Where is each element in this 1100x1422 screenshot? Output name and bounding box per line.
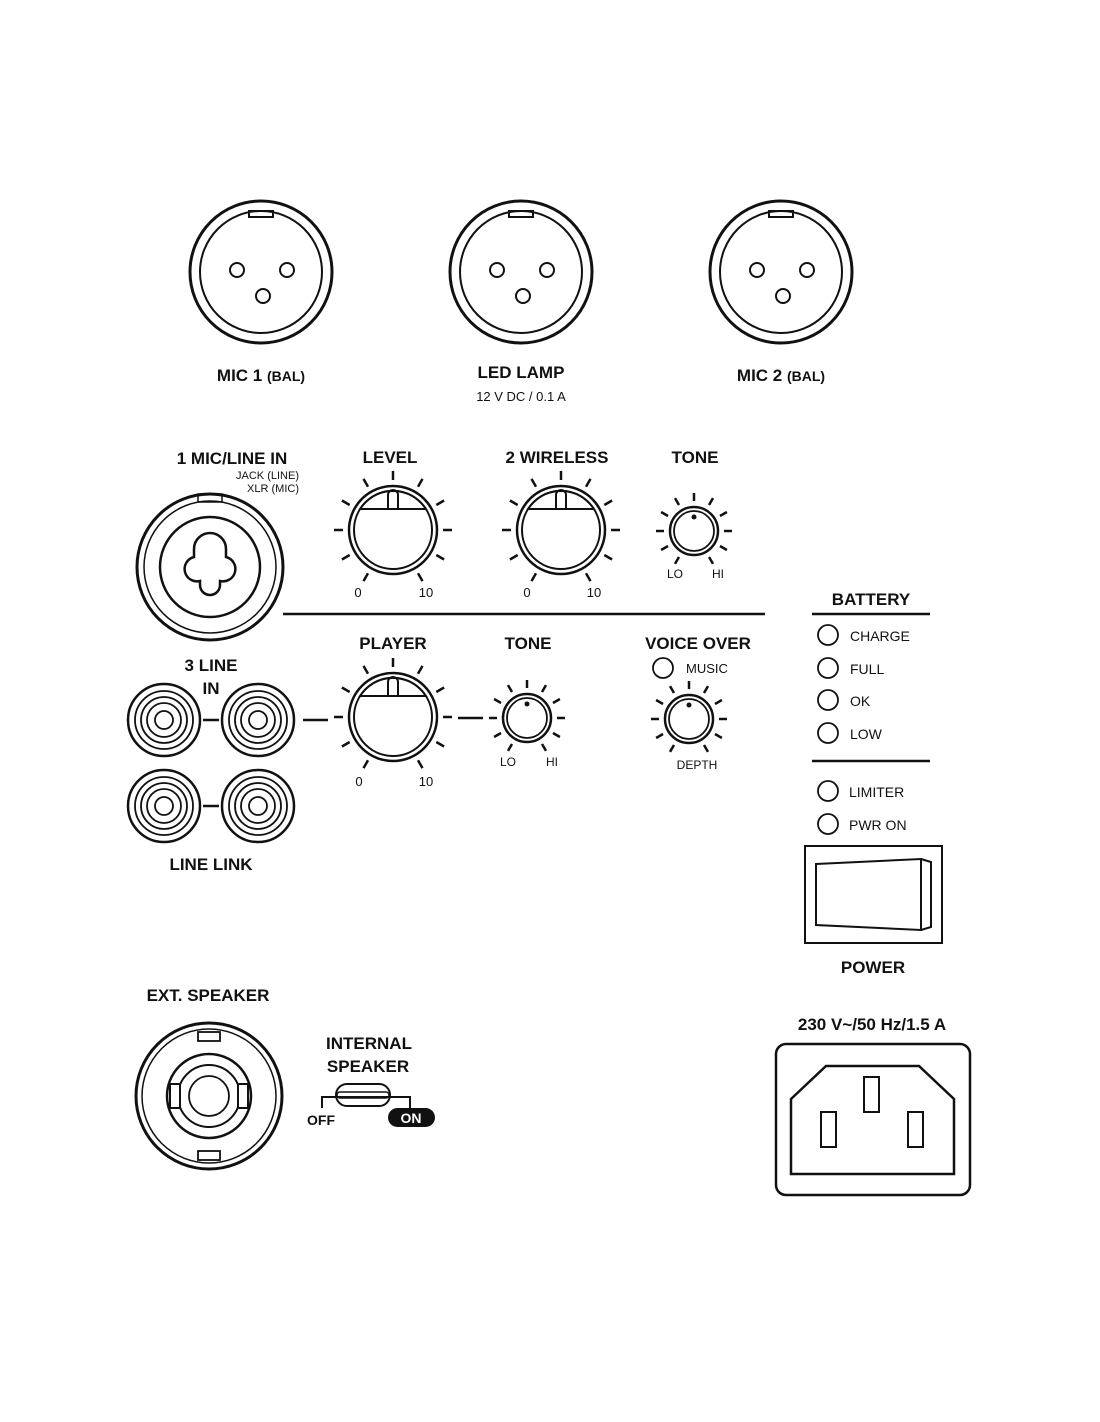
full-led-label: FULL — [850, 661, 885, 677]
tone3-knob[interactable] — [489, 680, 565, 751]
limiter-led-label: LIMITER — [849, 784, 905, 800]
internal-speaker-label-1: INTERNAL — [326, 1034, 412, 1053]
line-in-label-2: IN — [202, 679, 220, 698]
tone3-lo-label: LO — [499, 755, 517, 769]
xlr-mic-label: XLR (MIC) — [247, 483, 299, 495]
tone1-lo-label: LO — [666, 567, 684, 581]
mic2-label: MIC 2 (BAL) — [736, 366, 826, 385]
tone1-hi-label: HI — [712, 567, 724, 581]
music-led-indicator — [653, 658, 673, 678]
wireless-min-label: 0 — [523, 585, 531, 600]
line-link-rca-right[interactable] — [222, 770, 294, 842]
led-lamp-label: LED LAMP — [477, 363, 565, 382]
ext-speaker-connector[interactable] — [136, 1023, 282, 1169]
charge-led-indicator — [818, 625, 838, 645]
power-rocker-switch[interactable] — [805, 846, 942, 943]
ok-led-indicator — [818, 690, 838, 710]
internal-speaker-slide-switch[interactable] — [322, 1084, 410, 1108]
switch-off-label: OFF — [307, 1112, 335, 1128]
jack-line-label: JACK (LINE) — [236, 470, 299, 482]
pwr-on-led-label: PWR ON — [849, 817, 907, 833]
line-in-rca-right[interactable] — [222, 684, 294, 756]
level-label: LEVEL — [362, 448, 418, 467]
full-led-indicator — [818, 658, 838, 678]
internal-speaker-label-2: SPEAKER — [326, 1057, 410, 1076]
player-label: PLAYER — [359, 634, 427, 653]
wireless-max-label: 10 — [586, 585, 602, 600]
battery-title: BATTERY — [831, 590, 911, 609]
led-lamp-spec: 12 V DC / 0.1 A — [476, 389, 566, 404]
voice-over-depth-knob[interactable] — [651, 681, 727, 752]
pwr-on-led-indicator — [818, 814, 838, 834]
level-max-label: 10 — [418, 585, 434, 600]
charge-led-label: CHARGE — [850, 628, 910, 644]
music-led-label: MUSIC — [686, 661, 728, 676]
voice-over-label: VOICE OVER — [645, 634, 751, 653]
mains-iec-inlet[interactable] — [776, 1044, 970, 1195]
tone3-label: TONE — [504, 634, 552, 653]
player-level-knob[interactable] — [334, 658, 452, 768]
level-min-label: 0 — [354, 585, 362, 600]
ext-speaker-label: EXT. SPEAKER — [146, 986, 270, 1005]
led-lamp-xlr-connector[interactable] — [450, 201, 592, 343]
mic1-xlr-connector[interactable] — [190, 201, 332, 343]
player-max-label: 10 — [418, 774, 434, 789]
line-link-label: LINE LINK — [169, 855, 253, 874]
wireless-label: 2 WIRELESS — [505, 448, 609, 467]
line-in-rca-left[interactable] — [128, 684, 200, 756]
mic-line-in-label: 1 MIC/LINE IN — [176, 449, 288, 468]
ok-led-label: OK — [850, 693, 871, 709]
wireless-level-knob[interactable] — [502, 471, 620, 581]
mic-line-combo-jack[interactable] — [137, 494, 283, 640]
low-led-label: LOW — [850, 726, 882, 742]
limiter-led-indicator — [818, 781, 838, 801]
tone1-knob[interactable] — [656, 493, 732, 564]
tone1-label: TONE — [671, 448, 719, 467]
line-link-rca-left[interactable] — [128, 770, 200, 842]
depth-label: DEPTH — [676, 758, 718, 772]
level-knob[interactable] — [334, 471, 452, 581]
mic1-label: MIC 1 (BAL) — [216, 366, 306, 385]
line-in-label-1: 3 LINE — [184, 656, 238, 675]
power-label: POWER — [840, 958, 906, 977]
mains-rating-label: 230 V~/50 Hz/1.5 A — [797, 1015, 947, 1034]
low-led-indicator — [818, 723, 838, 743]
mic2-xlr-connector[interactable] — [710, 201, 852, 343]
switch-on-label: ON — [400, 1110, 422, 1126]
tone3-hi-label: HI — [546, 755, 558, 769]
player-min-label: 0 — [355, 774, 363, 789]
